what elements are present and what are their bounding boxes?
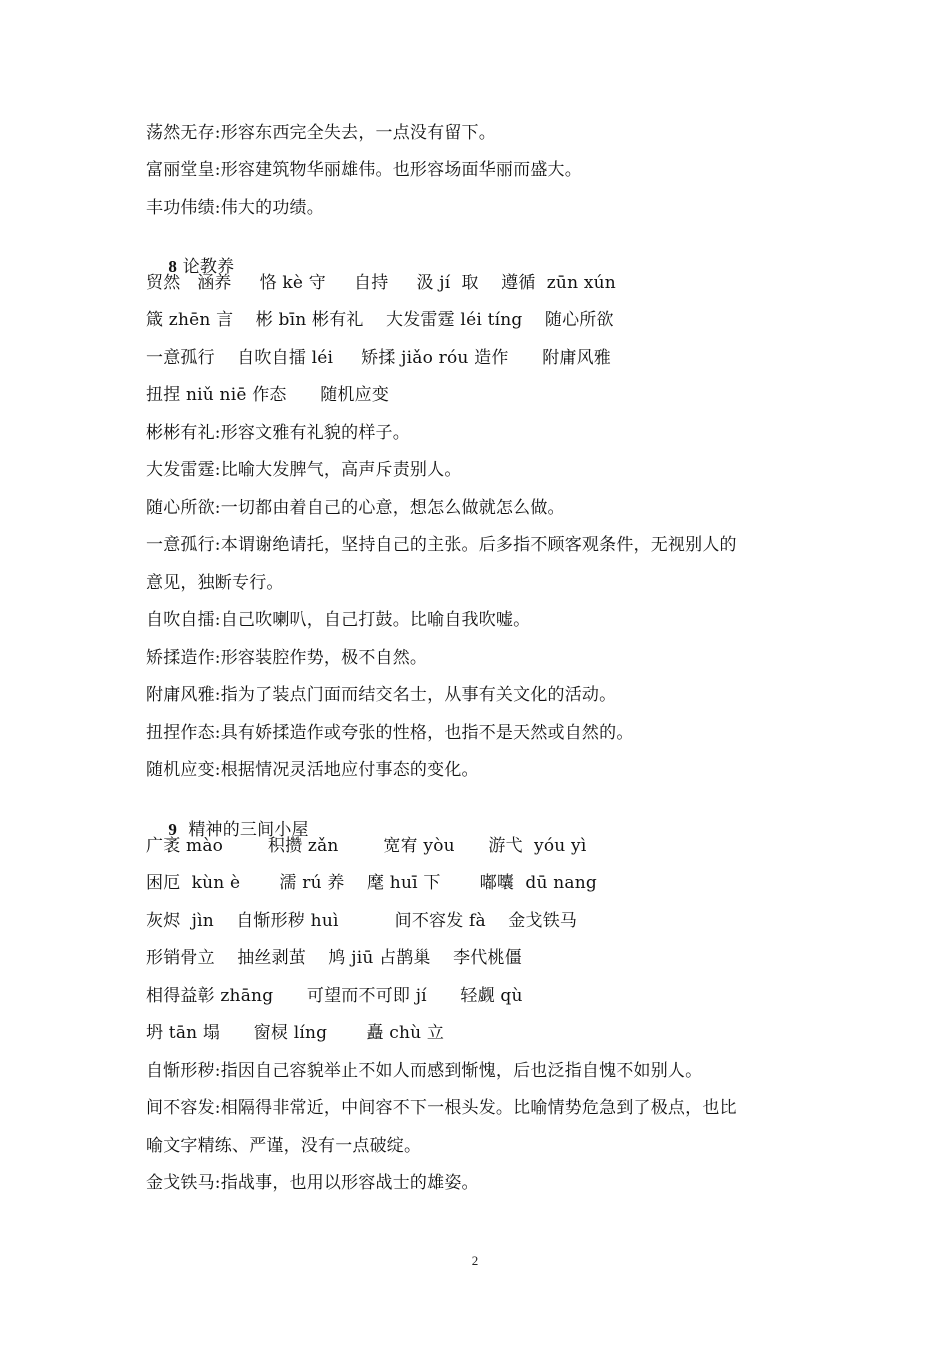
definition-line: 随心所欲:一切都由着自己的心意，想怎么做就怎么做。 bbox=[146, 498, 565, 518]
definition-line: 金戈铁马:指战事，也用以形容战士的雄姿。 bbox=[146, 1173, 479, 1193]
section-number: 9 bbox=[168, 820, 178, 839]
vocab-line: 形销骨立 抽丝剥茧 鸠 jiū 占鹊巢 李代桃僵 bbox=[146, 948, 522, 968]
vocab-line: 箴 zhēn 言 彬 bīn 彬有礼 大发雷霆 léi tíng 随心所欲 bbox=[146, 310, 614, 330]
definition-line: 自吹自擂:自己吹喇叭，自己打鼓。比喻自我吹嘘。 bbox=[146, 610, 531, 630]
vocab-line: 坍 tān 塌 窗棂 líng 矗 chù 立 bbox=[146, 1023, 445, 1043]
section-number: 8 bbox=[168, 257, 178, 276]
definition-line: 意见，独断专行。 bbox=[146, 573, 284, 593]
definition-line: 随机应变:根据情况灵活地应付事态的变化。 bbox=[146, 760, 479, 780]
text-line: 富丽堂皇:形容建筑物华丽雄伟。也形容场面华丽而盛大。 bbox=[146, 160, 582, 180]
section-title: 论教养 bbox=[177, 257, 235, 277]
definition-line: 自惭形秽:指因自己容貌举止不如人而感到惭愧，后也泛指自愧不如别人。 bbox=[146, 1061, 703, 1081]
definition-line: 大发雷霆:比喻大发脾气，高声斥责别人。 bbox=[146, 460, 462, 480]
vocab-line: 相得益彰 zhāng 可望而不可即 jí 轻觑 qù bbox=[146, 986, 523, 1006]
definition-line: 矫揉造作:形容装腔作势，极不自然。 bbox=[146, 648, 428, 668]
definition-line: 间不容发:相隔得非常近，中间容不下一根头发。比喻情势危急到了极点，也比 bbox=[146, 1098, 737, 1118]
vocab-line: 广袤 mào 积攒 zǎn 宽宥 yòu 游弋 yóu yì bbox=[146, 836, 587, 856]
page-number: 2 bbox=[471, 1253, 479, 1268]
vocab-line: 困厄 kùn è 濡 rú 养 麾 huī 下 嘟囔 dū nang bbox=[146, 873, 597, 893]
vocab-line: 灰烬 jìn 自惭形秽 huì 间不容发 fà 金戈铁马 bbox=[146, 911, 578, 931]
definition-line: 附庸风雅:指为了装点门面而结交名士，从事有关文化的活动。 bbox=[146, 685, 617, 705]
definition-line: 彬彬有礼:形容文雅有礼貌的样子。 bbox=[146, 423, 410, 443]
section-title: 精神的三间小屋 bbox=[177, 820, 309, 840]
vocab-line: 扭捏 niǔ niē 作态 随机应变 bbox=[146, 385, 390, 405]
text-line: 丰功伟绩:伟大的功绩。 bbox=[146, 198, 324, 218]
definition-line: 喻文字精练、严谨，没有一点破绽。 bbox=[146, 1136, 422, 1156]
vocab-line: 一意孤行 自吹自擂 léi 矫揉 jiǎo róu 造作 附庸风雅 bbox=[146, 348, 611, 368]
vocab-line: 贸然 涵养 恪 kè 守 自持 汲 jí 取 遵循 zūn xún bbox=[146, 273, 616, 293]
definition-line: 一意孤行:本谓谢绝请托，坚持自己的主张。后多指不顾客观条件，无视别人的 bbox=[146, 535, 737, 555]
definition-line: 扭捏作态:具有娇揉造作或夸张的性格，也指不是天然或自然的。 bbox=[146, 723, 634, 743]
text-line: 荡然无存:形容东西完全失去，一点没有留下。 bbox=[146, 123, 496, 143]
